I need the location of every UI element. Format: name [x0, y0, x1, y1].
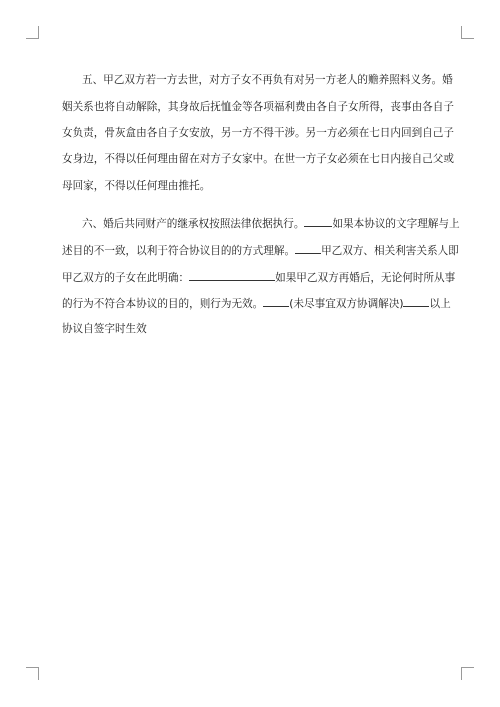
clause-5-line-3: 女负责，骨灰盒由各自子女安放，另一方不得干涉。另一方必须在七日内回到自己子	[62, 127, 454, 139]
blank-line	[403, 296, 429, 307]
clause-5-line-1: 五、甲乙双方若一方去世，对方子女不再负有对另一方老人的赡养照料义务。婚	[82, 74, 453, 86]
crop-mark-bottom-left	[26, 667, 39, 680]
clause-5-line-4: 女身边，不得以任何理由留在对方子女家中。在世一方子女必须在七日内接自己父或	[62, 153, 454, 165]
clause-6-text-f: 如果甲乙双方再婚后，无论何时所从事	[275, 272, 456, 284]
clause-5-line-5: 母回家，不得以任何理由推托。	[62, 180, 211, 192]
crop-mark-top-right	[461, 26, 474, 39]
clause-6-line-2	[62, 243, 459, 258]
blank-line	[189, 270, 275, 281]
clause-6-text-c: 述目的不一致，以利于符合协议目的的方式理解。	[62, 245, 296, 257]
clause-6-text-d: 甲乙双方、相关利害关系人即	[321, 245, 459, 257]
clause-6-text-b: 如果本协议的文字理解与上	[332, 218, 460, 230]
clause-6-text-i: 以上	[429, 298, 451, 310]
blank-line	[295, 243, 321, 254]
clause-6-line-4	[62, 296, 451, 311]
clause-6-text-g: 的行为不符合本协议的目的，则行为无效。	[62, 298, 264, 310]
clause-6-line-3	[62, 270, 455, 285]
clause-6-text-e: 甲乙双方的子女在此明确：	[62, 272, 190, 284]
crop-mark-bottom-right	[461, 667, 474, 680]
clause-6-text-a: 六、婚后共同财产的继承权按照法律依据执行。	[82, 218, 305, 230]
blank-line	[263, 296, 289, 307]
blank-line	[304, 216, 332, 227]
crop-mark-top-left	[26, 26, 39, 39]
clause-6-text-h: (未尽事宜双方协调解决)	[289, 298, 404, 310]
clause-6-line-1	[82, 216, 460, 231]
clause-5-line-2: 姻关系也将自动解除，其身故后抚恤金等各项福利费由各自子女所得，丧事由各自子	[62, 101, 454, 113]
clause-6-line-5: 协议自签字时生效	[62, 323, 147, 335]
